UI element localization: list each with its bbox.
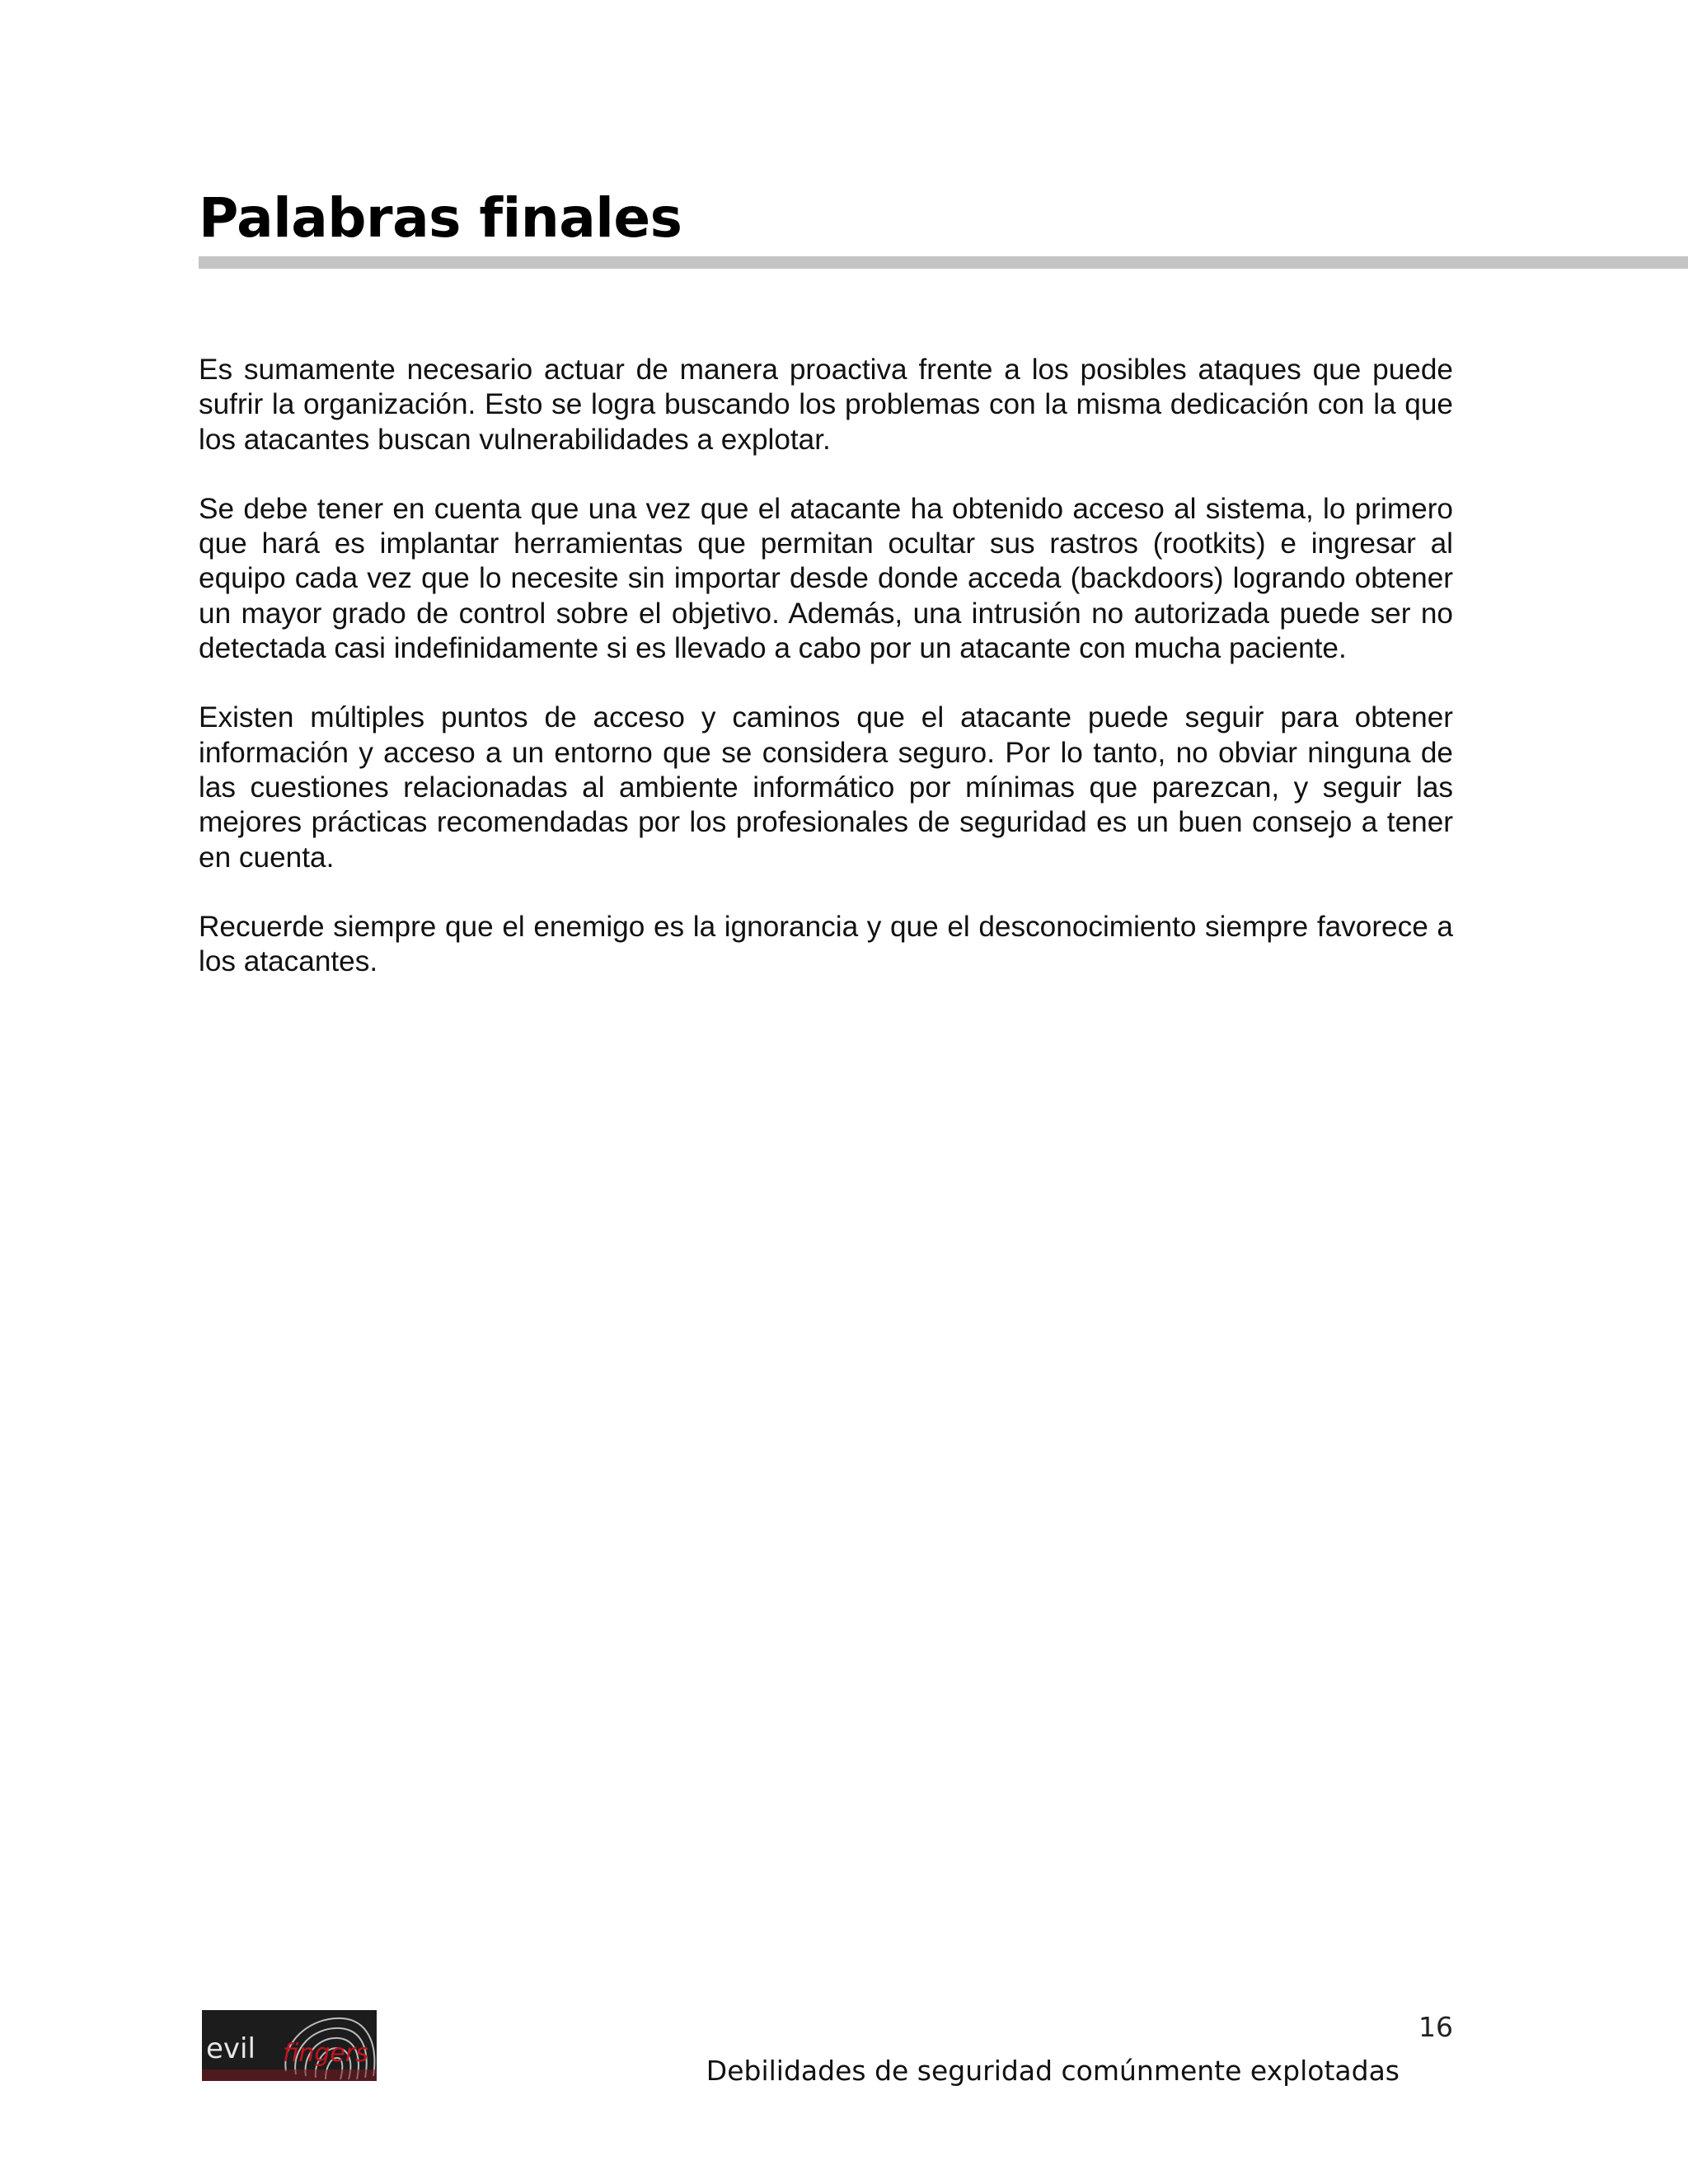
heading-underline (199, 256, 1688, 269)
page-title: Palabras finales (199, 186, 682, 250)
paragraph: Recuerde siempre que el enemigo es la ignorancia y que el desconocimiento siempre favorece a los atacantes. (199, 910, 1453, 978)
page-number: 16 (1418, 2011, 1453, 2043)
evil-fingers-logo (202, 2010, 377, 2081)
footer-document-title: Debilidades de seguridad comúnmente explotadas (706, 2055, 1400, 2087)
logo-text-fingers: fingers (283, 2039, 368, 2068)
paragraph: Se debe tener en cuenta que una vez que el atacante ha obtenido acceso al sistema, lo primero que hará es implantar herramientas que permitan ocultar sus rastros (rootkits) e ingresar al equipo cada vez que lo necesite sin importar desde donde acceda (backdoors) logrando obtener un mayor grado de control sobre el objetivo. Además, una intrusión no autorizada puede ser no detectada casi indefinidamente si es llevado a cabo por un atacante con mucha paciente. (199, 492, 1453, 665)
logo-text-evil: evil (206, 2032, 256, 2065)
paragraph: Existen múltiples puntos de acceso y caminos que el atacante puede seguir para obtener información y acceso a un entorno que se considera seguro. Por lo tanto, no obviar ninguna de las cuestiones relacionadas al ambiente informático por mínimas que parezcan, y seguir las mejores prácticas recomendadas por los profesionales de seguridad es un buen consejo a tener en cuenta. (199, 701, 1453, 874)
paragraph: Es sumamente necesario actuar de manera proactiva frente a los posibles ataques que puede sufrir la organización. Esto se logra buscando los problemas con la misma dedicación con la que los atacantes buscan vulnerabilidades a explotar. (199, 354, 1453, 456)
body-text (199, 353, 1453, 1014)
